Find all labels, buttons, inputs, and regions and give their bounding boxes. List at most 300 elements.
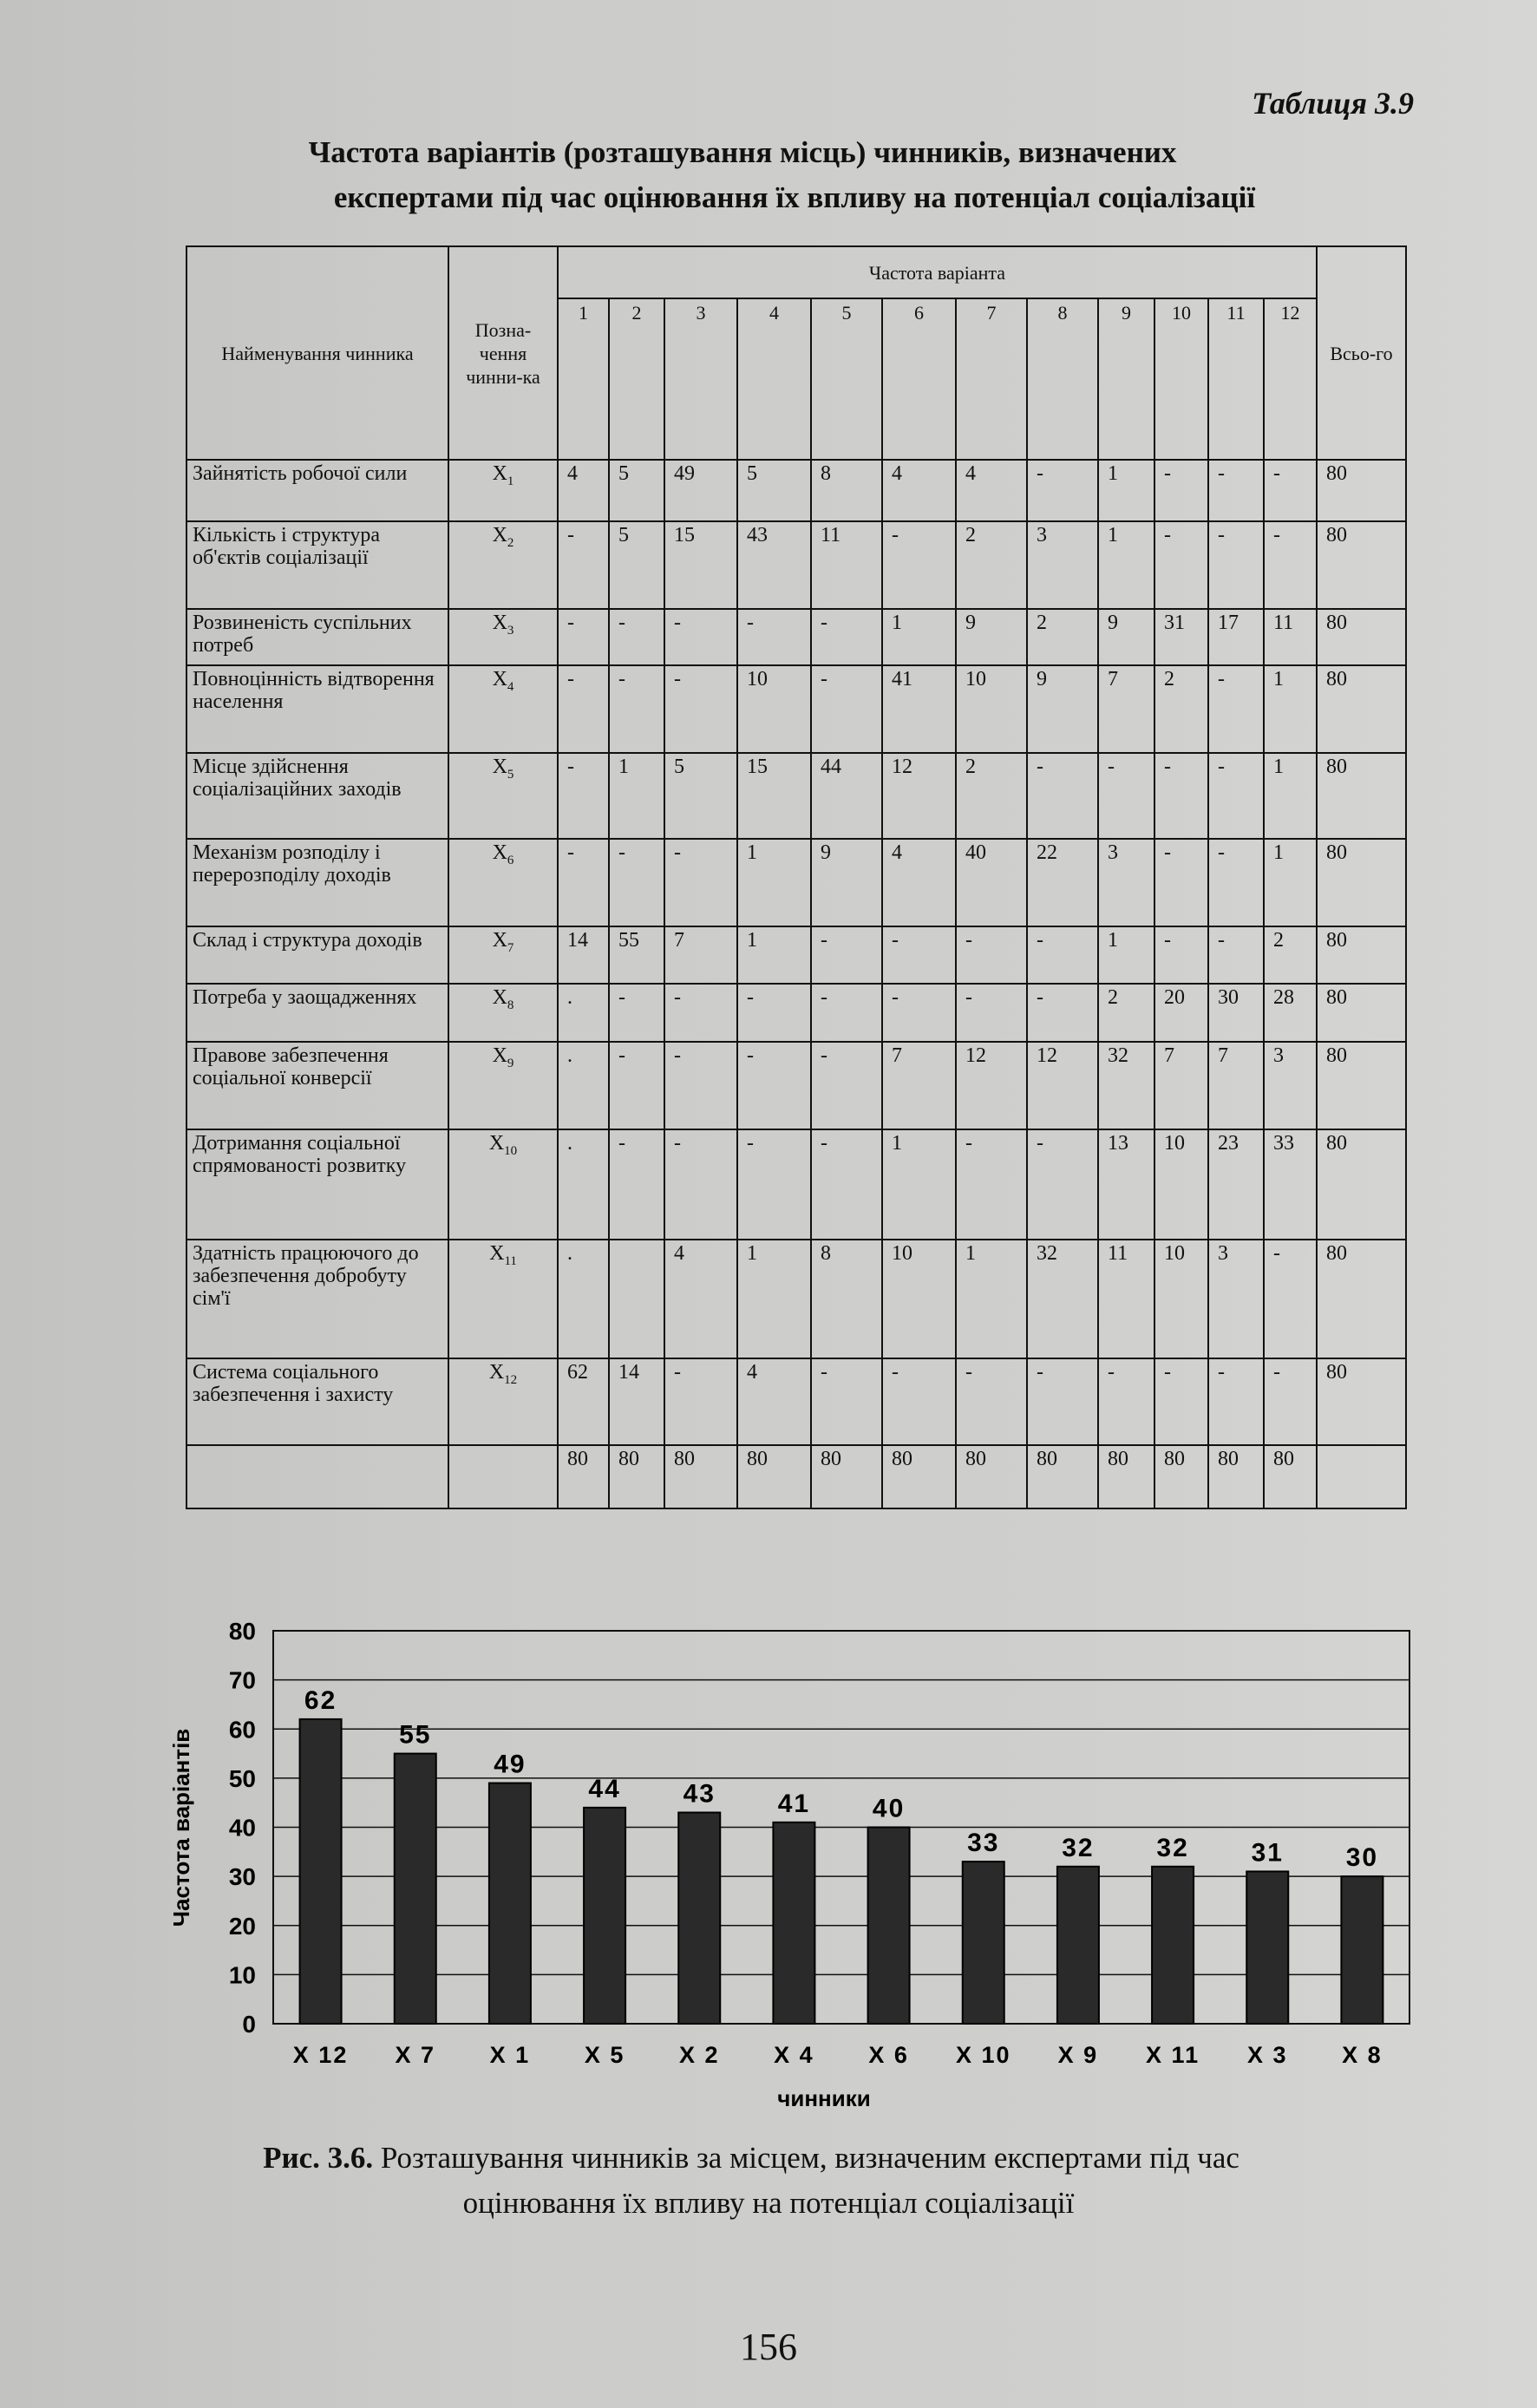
frequency-cell [609,1240,664,1358]
frequency-cell: - [1264,1358,1317,1445]
factor-name: Склад і структура доходів [186,926,448,984]
frequency-cell: - [882,926,956,984]
frequency-cell: - [664,839,737,926]
frequency-cell: 3 [1027,521,1098,609]
frequency-cell: 2 [1154,665,1208,753]
frequency-cell: - [1027,1129,1098,1240]
figure-caption-line-2: оцінювання їх впливу на потенціал соціалізації [462,2186,1075,2220]
row-total: 80 [1317,1358,1406,1445]
designation-letter: X [488,1132,505,1155]
frequency-cell: - [609,839,664,926]
x-tick-label: X 5 [584,2042,625,2068]
row-total: 80 [1317,839,1406,926]
frequency-cell: 31 [1154,609,1208,665]
variant-number-header: 1 [558,298,609,460]
designation-letter: X [489,1242,505,1265]
x-tick-label: X 2 [678,2042,720,2068]
frequency-cell: 10 [737,665,811,753]
frequency-cell: - [664,984,737,1042]
factor-designation [448,1358,558,1445]
frequency-cell: 1 [737,926,811,984]
frequency-cell: 2 [956,521,1027,609]
row-total: 80 [1317,521,1406,609]
column-total: 80 [882,1445,956,1508]
frequency-cell: - [558,521,609,609]
variant-number-header: 3 [664,298,737,460]
designation-letter: X [492,524,507,546]
frequency-cell: 62 [558,1358,609,1445]
frequency-cell: - [1027,926,1098,984]
frequency-cell: 22 [1027,839,1098,926]
frequency-cell: 1 [1098,460,1154,521]
column-total: 80 [1208,1445,1264,1508]
factor-designation [448,521,558,609]
frequency-cell: - [1154,460,1208,521]
frequency-cell: 9 [956,609,1027,665]
bar [1341,1876,1383,2024]
frequency-cell: 4 [558,460,609,521]
totals-row [186,1445,1406,1508]
designation-index: 12 [504,1372,518,1387]
empty-cell [1317,1445,1406,1508]
column-total: 80 [664,1445,737,1508]
table-row [186,521,1406,609]
bar-value-label: 49 [494,1750,527,1779]
frequency-cell: 1 [956,1240,1027,1358]
frequency-cell: 28 [1264,984,1317,1042]
frequency-cell: 3 [1208,1240,1264,1358]
frequency-cell: - [882,1358,956,1445]
frequency-cell: - [737,984,811,1042]
frequency-cell: 12 [956,1042,1027,1129]
frequency-cell: - [811,609,882,665]
frequency-cell: . [558,1042,609,1129]
frequency-cell: 11 [811,521,882,609]
row-total: 80 [1317,926,1406,984]
frequency-cell: - [1154,753,1208,839]
factor-name: Правове забезпечення соціальної конверсії [186,1042,448,1129]
figure-caption-text: Розташування чинників за місцем, визначеним експертами під час [373,2141,1239,2175]
frequency-cell: 4 [664,1240,737,1358]
row-total: 80 [1317,1129,1406,1240]
table-row [186,1358,1406,1445]
y-tick-label: 50 [228,1764,256,1792]
frequency-cell: - [1208,665,1264,753]
frequency-cell: 7 [664,926,737,984]
frequency-cell: - [664,609,737,665]
frequency-cell: 4 [882,460,956,521]
bar-value-label: 44 [588,1774,621,1803]
frequency-cell: 14 [558,926,609,984]
frequency-cell: 10 [882,1240,956,1358]
frequency-cell: - [956,926,1027,984]
frequency-cell: - [811,926,882,984]
variant-number-header: 4 [737,298,811,460]
frequency-cell: 30 [1208,984,1264,1042]
designation-index: 6 [507,853,514,867]
frequency-cell: 32 [1027,1240,1098,1358]
x-tick-label: X 6 [868,2042,909,2068]
frequency-cell: - [558,753,609,839]
frequency-cell: 7 [1154,1042,1208,1129]
empty-cell [186,1445,448,1508]
bar [678,1813,720,2024]
frequency-cell: 13 [1098,1129,1154,1240]
bar [1152,1867,1194,2024]
table-row [186,984,1406,1042]
x-tick-label: X 3 [1246,2042,1288,2068]
column-total: 80 [1098,1445,1154,1508]
table-row [186,753,1406,839]
row-total: 80 [1317,1042,1406,1129]
frequency-cell: 2 [1098,984,1154,1042]
table-row [186,839,1406,926]
frequency-cell: 55 [609,926,664,984]
variant-number-header: 5 [811,298,882,460]
bar [963,1862,1004,2024]
designation-index: 4 [507,679,514,694]
variant-number-header: 2 [609,298,664,460]
table-title-line-1: Частота варіантів (розташування місць) чинників, визначених [308,135,1177,169]
factor-name: Кількість і структура об'єктів соціалізації [186,521,448,609]
factor-name: Місце здійснення соціалізаційних заходів [186,753,448,839]
designation-letter: X [492,756,507,778]
frequency-cell: 5 [609,521,664,609]
frequency-cell: - [609,1042,664,1129]
frequency-cell: - [882,984,956,1042]
bar-value-label: 40 [872,1794,906,1823]
frequency-cell: - [664,1358,737,1445]
frequency-cell: 8 [811,1240,882,1358]
designation-letter: X [492,462,507,485]
frequency-cell: - [1264,460,1317,521]
frequency-cell: 9 [1098,609,1154,665]
frequency-table [186,245,1407,1509]
designation-index: 11 [504,1253,517,1268]
frequency-cell: 1 [1098,926,1154,984]
factor-designation [448,926,558,984]
bar-chart [0,1605,1537,2134]
bar [584,1808,625,2024]
frequency-cell: - [1264,1240,1317,1358]
frequency-cell: - [737,609,811,665]
designation-letter: X [492,929,507,952]
designation-index: 8 [507,998,514,1012]
bar-value-label: 32 [1156,1833,1189,1862]
x-tick-label: X 11 [1146,2042,1200,2068]
y-tick-label: 70 [228,1666,256,1694]
table-row [186,1240,1406,1358]
factor-name: Зайнятість робочої сили [186,460,448,521]
frequency-cell: 10 [956,665,1027,753]
bar-value-label: 43 [683,1779,716,1809]
factor-designation [448,1240,558,1358]
row-total: 80 [1317,753,1406,839]
factor-designation [448,1129,558,1240]
frequency-cell: 40 [956,839,1027,926]
row-total: 80 [1317,665,1406,753]
bar-value-label: 33 [967,1829,1000,1858]
frequency-cell: - [1154,1358,1208,1445]
designation-index: 7 [507,940,514,955]
frequency-cell: - [558,839,609,926]
frequency-cell: 3 [1264,1042,1317,1129]
frequency-cell: - [1208,1358,1264,1445]
table-title-line-2: експертами під час оцінювання їх впливу на потенціал соціалізації [333,180,1256,214]
bar [1246,1871,1288,2024]
column-total: 80 [737,1445,811,1508]
designation-letter: X [492,668,507,690]
factor-designation [448,665,558,753]
frequency-cell: 12 [882,753,956,839]
frequency-cell: - [664,665,737,753]
table-row [186,1042,1406,1129]
row-total: 80 [1317,460,1406,521]
frequency-cell: 5 [664,753,737,839]
factor-designation [448,984,558,1042]
frequency-cell: - [1027,1358,1098,1445]
frequency-cell: 10 [1154,1240,1208,1358]
variant-number-header: 6 [882,298,956,460]
frequency-cell: 49 [664,460,737,521]
frequency-cell: - [1154,926,1208,984]
table-row [186,609,1406,665]
variant-number-header: 10 [1154,298,1208,460]
frequency-cell: 2 [956,753,1027,839]
frequency-cell: - [1027,984,1098,1042]
bar-value-label: 31 [1251,1838,1284,1868]
y-tick-label: 80 [228,1618,256,1645]
designation-index: 2 [507,535,514,550]
y-tick-label: 40 [228,1814,256,1842]
y-tick-label: 30 [228,1863,256,1891]
designation-letter: X [492,986,507,1009]
frequency-cell: 8 [811,460,882,521]
column-total: 80 [811,1445,882,1508]
frequency-cell: - [1208,460,1264,521]
factor-designation [448,753,558,839]
row-total: 80 [1317,1240,1406,1358]
frequency-cell: - [811,665,882,753]
column-total: 80 [1027,1445,1098,1508]
frequency-cell: 11 [1264,609,1317,665]
x-tick-label: X 4 [774,2042,814,2068]
y-tick-label: 60 [228,1716,256,1744]
factor-designation [448,1042,558,1129]
frequency-cell: 2 [1027,609,1098,665]
frequency-cell: . [558,1240,609,1358]
frequency-cell: 1 [1264,665,1317,753]
frequency-cell: - [1208,753,1264,839]
x-tick-label: X 1 [489,2042,531,2068]
frequency-cell: - [664,1042,737,1129]
x-tick-label: X 8 [1342,2042,1383,2068]
frequency-cell: 9 [811,839,882,926]
bar-value-label: 41 [777,1789,811,1818]
frequency-cell: . [558,984,609,1042]
frequency-cell: - [737,1042,811,1129]
frequency-cell: 4 [737,1358,811,1445]
frequency-cell: 7 [1098,665,1154,753]
x-tick-label: X 10 [955,2042,1011,2068]
frequency-cell: - [811,1129,882,1240]
factor-designation [448,839,558,926]
column-total: 80 [609,1445,664,1508]
frequency-cell: - [558,665,609,753]
frequency-cell: 3 [1098,839,1154,926]
bar [773,1822,814,2024]
factor-name: Система соціального забезпечення і захисту [186,1358,448,1445]
frequency-cell: - [609,609,664,665]
column-total: 80 [1154,1445,1208,1508]
frequency-cell: 11 [1098,1240,1154,1358]
frequency-cell: - [609,984,664,1042]
frequency-cell: 32 [1098,1042,1154,1129]
frequency-cell: 20 [1154,984,1208,1042]
frequency-cell: - [609,665,664,753]
frequency-cell: 5 [609,460,664,521]
frequency-cell: 1 [882,609,956,665]
frequency-cell: 1 [1264,839,1317,926]
designation-index: 1 [507,474,514,488]
designation-letter: X [488,1361,505,1384]
header-total: Всьо-го [1317,246,1406,460]
y-tick-label: 10 [228,1961,256,1989]
designation-index: 5 [507,767,514,782]
frequency-cell: 2 [1264,926,1317,984]
frequency-cell: 9 [1027,665,1098,753]
designation-letter: X [492,841,507,864]
frequency-cell: - [558,609,609,665]
factor-name: Повноцінність відтворення населення [186,665,448,753]
variant-number-header: 9 [1098,298,1154,460]
frequency-cell: - [1027,753,1098,839]
y-tick-label: 0 [242,2011,256,2038]
row-total: 80 [1317,984,1406,1042]
frequency-cell: 4 [956,460,1027,521]
frequency-cell: - [1264,521,1317,609]
header-frequency: Частота варіанта [558,246,1317,298]
designation-index: 9 [507,1056,514,1070]
frequency-cell: - [811,1358,882,1445]
frequency-cell: - [1208,926,1264,984]
frequency-cell: - [956,1129,1027,1240]
frequency-cell: 44 [811,753,882,839]
column-total: 80 [558,1445,609,1508]
frequency-cell: - [737,1129,811,1240]
factor-name: Розвиненість суспільних потреб [186,609,448,665]
frequency-cell: 4 [882,839,956,926]
frequency-cell: 1 [609,753,664,839]
x-tick-label: X 9 [1057,2042,1099,2068]
variant-number-header: 12 [1264,298,1317,460]
bar-value-label: 30 [1345,1843,1379,1873]
frequency-cell: 1 [737,839,811,926]
frequency-cell: - [664,1129,737,1240]
variant-number-header: 11 [1208,298,1264,460]
header-name: Найменування чинника [186,246,448,460]
designation-letter: X [492,612,507,634]
frequency-cell: - [956,1358,1027,1445]
frequency-cell: 41 [882,665,956,753]
frequency-cell: - [811,1042,882,1129]
frequency-cell: - [956,984,1027,1042]
frequency-cell: 12 [1027,1042,1098,1129]
designation-index: 10 [504,1143,518,1158]
frequency-cell: - [1098,753,1154,839]
frequency-cell: 15 [737,753,811,839]
variant-number-header: 8 [1027,298,1098,460]
y-axis-title: Частота варіантів [168,1728,194,1927]
frequency-cell: - [1154,839,1208,926]
frequency-cell: 7 [882,1042,956,1129]
y-tick-label: 20 [228,1912,256,1940]
x-axis-title: чинники [777,2085,871,2111]
bar [868,1828,910,2025]
frequency-cell: - [882,521,956,609]
frequency-cell: 7 [1208,1042,1264,1129]
column-total: 80 [1264,1445,1317,1508]
figure-number: Рис. 3.6. [263,2141,374,2175]
frequency-cell: 15 [664,521,737,609]
factor-name: Дотримання соціальної спрямованості розвитку [186,1129,448,1240]
variant-number-header: 7 [956,298,1027,460]
frequency-cell: - [811,984,882,1042]
table-row [186,1129,1406,1240]
page-number: 156 [740,2326,797,2368]
bar [395,1754,436,2024]
frequency-cell: 5 [737,460,811,521]
frequency-cell: 14 [609,1358,664,1445]
factor-name: Здатність працюючого до забезпечення добробуту сім'ї [186,1240,448,1358]
bar [300,1719,342,2024]
row-total: 80 [1317,609,1406,665]
frequency-cell: - [1154,521,1208,609]
frequency-cell: 1 [1098,521,1154,609]
frequency-cell: 1 [882,1129,956,1240]
factor-designation [448,609,558,665]
table-row [186,460,1406,521]
bar [1057,1867,1099,2024]
frequency-cell: - [1208,839,1264,926]
frequency-cell: - [1098,1358,1154,1445]
factor-name: Потреба у заощадженнях [186,984,448,1042]
column-total: 80 [956,1445,1027,1508]
frequency-cell: 23 [1208,1129,1264,1240]
frequency-cell: 17 [1208,609,1264,665]
empty-cell [448,1445,558,1508]
frequency-cell: 43 [737,521,811,609]
frequency-cell: - [1027,460,1098,521]
header-designation: Позна-чення чинни-ка [448,246,558,460]
frequency-cell: - [1208,521,1264,609]
frequency-cell: - [609,1129,664,1240]
figure-caption-line-1 [0,2141,1520,2176]
bar-value-label: 55 [399,1720,432,1750]
frequency-cell: 33 [1264,1129,1317,1240]
table-label: Таблиця 3.9 [1252,86,1414,121]
frequency-cell: . [558,1129,609,1240]
designation-letter: X [492,1044,507,1067]
factor-name: Механізм розподілу і перерозподілу доходів [186,839,448,926]
x-tick-label: X 12 [292,2042,349,2068]
bar-value-label: 62 [304,1685,337,1715]
table-row [186,926,1406,984]
frequency-cell: 10 [1154,1129,1208,1240]
factor-designation [448,460,558,521]
frequency-cell: 1 [1264,753,1317,839]
x-tick-label: X 7 [395,2042,436,2068]
